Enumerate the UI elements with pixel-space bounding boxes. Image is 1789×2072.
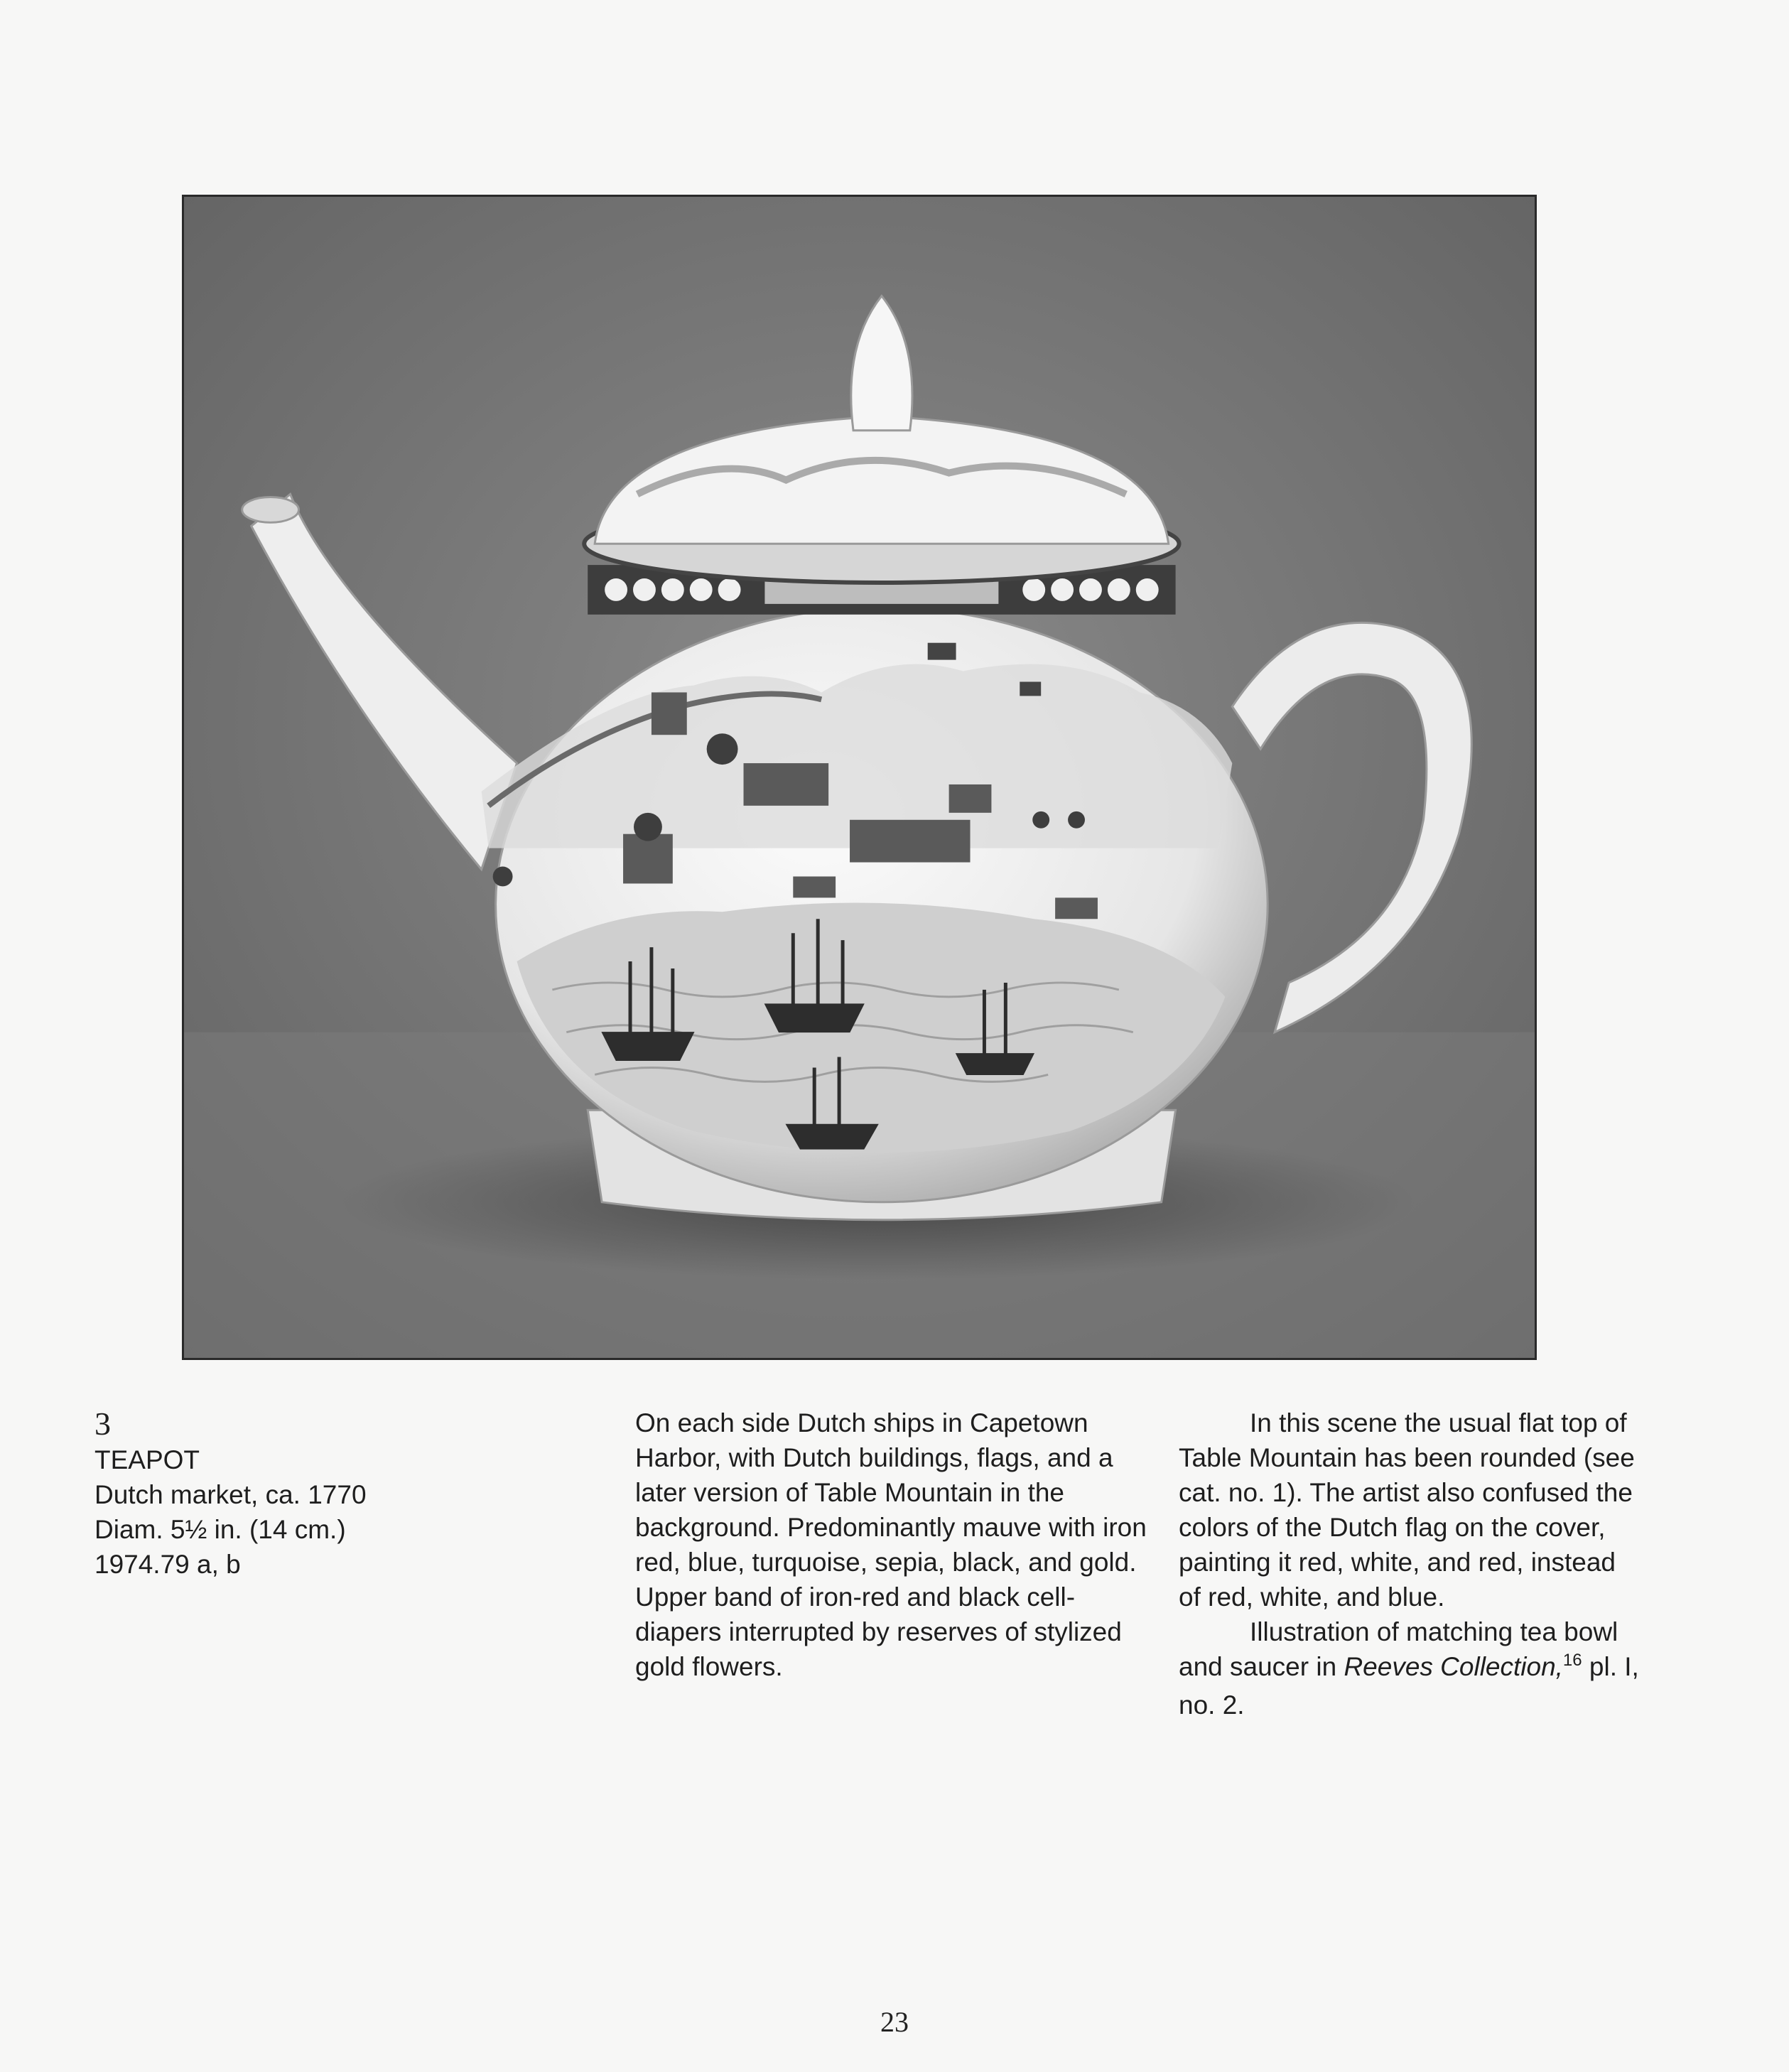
commentary-paragraph-2 xyxy=(1179,1614,1641,1722)
accession-number: 1974.79 a, b xyxy=(94,1550,241,1579)
market-date: Dutch market, ca. 1770 xyxy=(94,1480,367,1509)
page-number: 23 xyxy=(880,2006,909,2038)
teapot-illustration xyxy=(184,197,1535,1358)
catalog-caption xyxy=(94,1405,464,1582)
footnote-ref: 16 xyxy=(1562,1651,1582,1670)
catalog-number: 3 xyxy=(94,1405,111,1442)
dimensions: Diam. 5½ in. (14 cm.) xyxy=(94,1515,346,1544)
commentary-column xyxy=(1179,1405,1641,1722)
commentary-text: Illustration of matching tea bowl and saucer in xyxy=(1179,1617,1618,1681)
commentary-text-end: pl. I, no. 2. xyxy=(1179,1652,1639,1720)
teapot-photograph xyxy=(182,195,1537,1360)
description-column xyxy=(635,1405,1161,1684)
description-text: On each side Dutch ships in Capetown Harbor, with Dutch buildings, flags, and a later version of Table Mountain in the background. Predominantly mauve with iron red, blue, turquoise, sepia, black, and gold. Upper band of iron-red and black cell-diapers interrupted by reserves of stylized gold flowers. xyxy=(635,1408,1147,1681)
reference-title: Reeves Collection, xyxy=(1344,1652,1563,1681)
object-name: TEAPOT xyxy=(94,1445,200,1474)
commentary-paragraph-1: In this scene the usual flat top of Table Mountain has been rounded (see cat. no. 1). The artist also confused the colors of the Dutch flag on the cover, painting it red, white, and red, instead of red, white, and blue. xyxy=(1179,1408,1635,1612)
